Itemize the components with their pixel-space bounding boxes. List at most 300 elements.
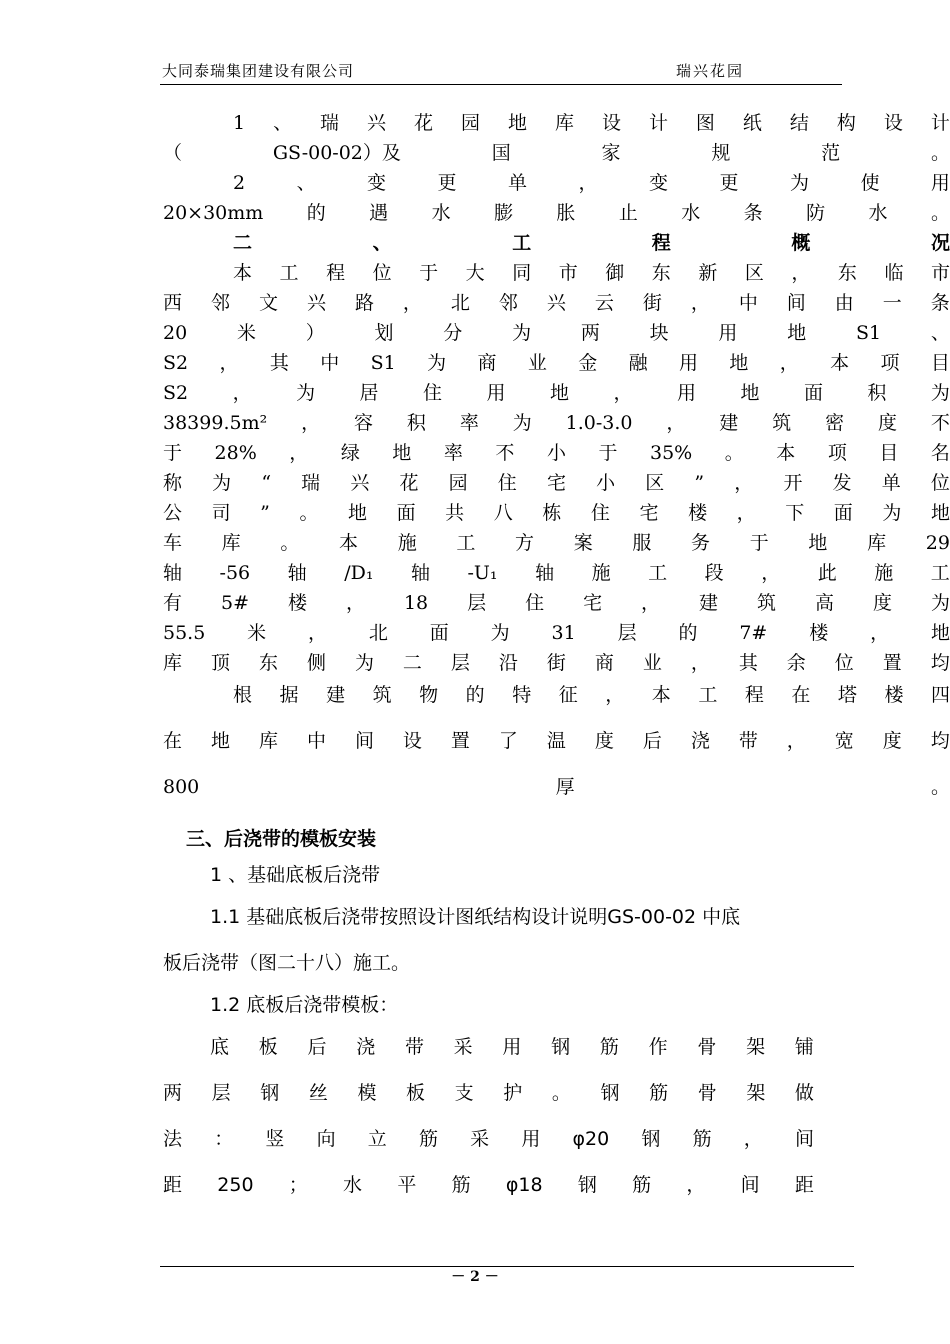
text-token: 的 [306, 202, 326, 224]
text-token: 二 [402, 652, 422, 674]
text-token: 7# [739, 622, 768, 644]
text-token: 顶 [210, 652, 230, 674]
text-token: 钢 [260, 1082, 280, 1104]
text-token: 间 [794, 1128, 814, 1150]
text-token: 同 [512, 262, 532, 284]
text-token: 为 [354, 652, 374, 674]
text-token: 邻 [210, 292, 230, 314]
text-token: 不 [495, 442, 515, 464]
text-token: 库 [554, 112, 574, 134]
text-token: 31 [551, 622, 576, 644]
text-line [163, 348, 950, 378]
text-token: 厚 [555, 776, 575, 798]
text-token: 库 [867, 532, 887, 554]
text-line [163, 618, 950, 648]
text-token: 水 [681, 202, 701, 224]
text-token: 路 [354, 292, 374, 314]
text-token: ， [219, 352, 239, 374]
text-line [163, 1170, 814, 1200]
text-token: 铺 [794, 1036, 814, 1058]
text-token: ； [288, 1174, 308, 1196]
text-token: 宅 [639, 502, 659, 524]
text-line [163, 408, 950, 438]
text-token: 置 [882, 652, 902, 674]
text-token: 兴 [306, 292, 326, 314]
text-token: 、 [273, 112, 293, 134]
text-line [163, 198, 950, 228]
text-token: 四 [930, 684, 950, 706]
text-token: 特 [512, 684, 532, 706]
text-token: φ18 [505, 1174, 543, 1196]
text-token: 为 [212, 472, 232, 494]
text-token: 2 [233, 172, 246, 194]
text-token: 大 [465, 262, 485, 284]
text-token: 中 [320, 352, 340, 374]
text-token: ， [613, 382, 633, 404]
text-token: 间 [354, 730, 374, 752]
text-token: 余 [786, 652, 806, 674]
text-token: 服 [632, 532, 652, 554]
text-token: 模 [357, 1082, 377, 1104]
text-token: ， [308, 622, 328, 644]
text-token: 条 [930, 292, 950, 314]
text-token: 文 [258, 292, 278, 314]
text-token: 止 [618, 202, 638, 224]
text-token: ， [345, 592, 365, 614]
text-token: 方 [515, 532, 535, 554]
text-token: 使 [860, 172, 880, 194]
text-token: 由 [834, 292, 854, 314]
text-token: ， [578, 172, 598, 194]
text-token: 度 [872, 592, 892, 614]
text-token: 区 [645, 472, 665, 494]
text-token: 更 [437, 172, 457, 194]
text-line [233, 168, 950, 198]
text-token: 距 [794, 1174, 814, 1196]
text-token: 务 [691, 532, 711, 554]
text-token: 库 [163, 652, 183, 674]
text-token: -U₁ [467, 562, 498, 584]
text-token: 筋 [451, 1174, 471, 1196]
text-token: ， [641, 592, 661, 614]
text-token: 商 [594, 652, 614, 674]
text-token: ， [743, 1128, 763, 1150]
text-token: 作 [648, 1036, 668, 1058]
text-token: 的 [678, 622, 698, 644]
text-token: 了 [498, 730, 518, 752]
text-token: 花 [399, 472, 419, 494]
text-token: 带 [404, 1036, 424, 1058]
text-token: 地 [210, 730, 230, 752]
text-token: 有 [163, 592, 183, 614]
text-token: 施 [591, 562, 611, 584]
text-token: 兴 [367, 112, 387, 134]
text-token: 计 [648, 112, 668, 134]
text-token: 轴 [535, 562, 555, 584]
text-token: 项 [827, 442, 847, 464]
text-token: 做 [794, 1082, 814, 1104]
text-token: 国 [491, 142, 511, 164]
text-token: 轴 [287, 562, 307, 584]
text-token: 住 [590, 502, 610, 524]
text-line [163, 558, 950, 588]
text-line [163, 648, 950, 678]
text-token: 库 [221, 532, 241, 554]
text-token: 间 [740, 1174, 760, 1196]
text-token: 率 [443, 442, 463, 464]
text-token: 。 [930, 202, 950, 224]
text-line [163, 288, 950, 318]
text-token: 遇 [369, 202, 389, 224]
text-token: 栋 [542, 502, 562, 524]
text-line [163, 438, 950, 468]
text-token: 38399.5m² [163, 412, 268, 434]
text-token: 架 [746, 1036, 766, 1058]
text-token: 水 [431, 202, 451, 224]
text-token: ， [666, 412, 686, 434]
text-token: 云 [594, 292, 614, 314]
text-token: 用 [486, 382, 506, 404]
text-token: 用 [676, 382, 696, 404]
text-token: 住 [497, 472, 517, 494]
text-token: 其 [738, 652, 758, 674]
text-line [163, 1078, 814, 1108]
text-token: 筋 [632, 1174, 652, 1196]
text-token: 度 [594, 730, 614, 752]
text-token: 1.0-3.0 [565, 412, 633, 434]
text-token: 。 [930, 776, 950, 798]
text-token: 宅 [583, 592, 603, 614]
page-header [160, 60, 842, 85]
text-token: 案 [573, 532, 593, 554]
text-token: 建 [719, 412, 739, 434]
text-token: 公 [163, 502, 183, 524]
text-token: 为 [512, 322, 532, 344]
text-token: 。 [280, 532, 300, 554]
text-token: 共 [445, 502, 465, 524]
text-token: 地 [787, 322, 807, 344]
text-token: 为 [490, 622, 510, 644]
text-token: 地 [930, 502, 950, 524]
text-token: ， [761, 562, 781, 584]
text-line [163, 726, 950, 756]
text-token: 建 [326, 684, 346, 706]
text-token: 兴 [546, 292, 566, 314]
text-token: 钢 [600, 1082, 620, 1104]
text-token: 浇 [356, 1036, 376, 1058]
text-token: 侧 [306, 652, 326, 674]
text-token: 钢 [551, 1036, 571, 1058]
text-token: 库 [258, 730, 278, 752]
text-token: 北 [450, 292, 470, 314]
text-token: 本 [233, 262, 253, 284]
text-token: 为 [930, 382, 950, 404]
text-token: 高 [815, 592, 835, 614]
text-token: 层 [617, 622, 637, 644]
text-token: 。 [930, 142, 950, 164]
text-token: 层 [450, 652, 470, 674]
text-token: 街 [642, 292, 662, 314]
text-token: 水 [868, 202, 888, 224]
text-token: 支 [454, 1082, 474, 1104]
text-token: 骨 [697, 1036, 717, 1058]
text-token: 底 [210, 1036, 230, 1058]
text-token: 55.5 [163, 622, 206, 644]
text-token: 为 [882, 502, 902, 524]
text-token: 用 [718, 322, 738, 344]
text-token: 新 [698, 262, 718, 284]
text-token: 于 [163, 442, 183, 464]
text-token: 北 [368, 622, 388, 644]
text-token: 沿 [498, 652, 518, 674]
text-token: 小 [546, 442, 566, 464]
text-line [233, 258, 950, 288]
text-token: 设 [601, 112, 621, 134]
text-token: 不 [930, 412, 950, 434]
text-token: 开 [783, 472, 803, 494]
text-token: 护 [503, 1082, 523, 1104]
text-token: ， [690, 652, 710, 674]
text-token: 居 [359, 382, 379, 404]
text-token: 地 [930, 622, 950, 644]
text-token: 为 [789, 172, 809, 194]
text-token: 容 [354, 412, 374, 434]
paragraph: 1.2 底板后浇带模板： [210, 994, 399, 1016]
text-token: 区 [744, 262, 764, 284]
text-token: ， [870, 622, 890, 644]
text-token: 29 [925, 532, 950, 554]
text-token: 竖 [265, 1128, 285, 1150]
text-token: 宅 [546, 472, 566, 494]
text-token: 于 [749, 532, 769, 554]
text-token: 楼 [688, 502, 708, 524]
text-token: 米 [247, 622, 267, 644]
text-token: 地 [550, 382, 570, 404]
text-token: 防 [806, 202, 826, 224]
text-token: 用 [502, 1036, 522, 1058]
text-line [210, 1032, 814, 1062]
text-token: ， [232, 382, 252, 404]
text-token: 钢 [577, 1174, 597, 1196]
text-token: 分 [443, 322, 463, 344]
text-token: 面 [803, 382, 823, 404]
text-token: 250 [217, 1174, 254, 1196]
text-token: 地 [808, 532, 828, 554]
text-token: S1 [370, 352, 396, 374]
text-token: 根 [233, 684, 253, 706]
text-token: 中 [306, 730, 326, 752]
text-token: 塔 [837, 684, 857, 706]
text-token: ， [736, 502, 756, 524]
text-token: 征 [558, 684, 578, 706]
text-token: 板 [258, 1036, 278, 1058]
text-token: 二 [233, 232, 253, 254]
text-token: 板 [406, 1082, 426, 1104]
text-token: ， [791, 262, 811, 284]
text-token: ， [686, 1174, 706, 1196]
text-token: 块 [649, 322, 669, 344]
text-token: 此 [817, 562, 837, 584]
text-token: 位 [930, 472, 950, 494]
text-token: 为 [512, 412, 532, 434]
text-token: 35% [650, 442, 693, 464]
text-token: φ20 [572, 1128, 610, 1150]
text-token: 小 [596, 472, 616, 494]
text-token: ， [786, 730, 806, 752]
text-token: 、 [296, 172, 316, 194]
text-token: 据 [279, 684, 299, 706]
text-token: S2 [163, 352, 189, 374]
paragraph: 1.1 基础底板后浇带按照设计图纸结构设计说明GS-00-02 中底 [210, 906, 741, 928]
text-token: 用 [521, 1128, 541, 1150]
text-token: 位 [834, 652, 854, 674]
text-token: 为 [427, 352, 447, 374]
text-token: 均 [930, 652, 950, 674]
text-token: 商 [477, 352, 497, 374]
text-token: 宽 [834, 730, 854, 752]
text-token: 采 [470, 1128, 490, 1150]
text-token: 面 [833, 502, 853, 524]
text-token: 名 [930, 442, 950, 464]
text-token: 丝 [308, 1082, 328, 1104]
text-token: 楼 [884, 684, 904, 706]
text-token: 规 [711, 142, 731, 164]
text-token: 住 [423, 382, 443, 404]
text-token: 于 [419, 262, 439, 284]
text-token: 司 [211, 502, 231, 524]
text-token: 东 [837, 262, 857, 284]
text-token: 立 [367, 1128, 387, 1150]
text-token: ， [690, 292, 710, 314]
text-token: 工 [456, 532, 476, 554]
text-token: 发 [832, 472, 852, 494]
text-token: 。 [724, 442, 744, 464]
text-token: ， [779, 352, 799, 374]
text-token: ， [734, 472, 754, 494]
text-token: 项 [880, 352, 900, 374]
text-token: 面 [396, 502, 416, 524]
text-token: 18 [403, 592, 429, 614]
text-token: 条 [743, 202, 763, 224]
text-token: 、 [930, 322, 950, 344]
text-line [163, 318, 950, 348]
text-line [163, 1124, 814, 1154]
text-token: 目 [879, 442, 899, 464]
text-token: 概 [791, 232, 811, 254]
text-token: 程 [651, 232, 671, 254]
text-token: 工 [698, 684, 718, 706]
text-token: 筋 [692, 1128, 712, 1150]
text-token: 。 [299, 502, 319, 524]
text-token: ” [694, 472, 705, 494]
text-token: 度 [882, 730, 902, 752]
text-token: -56 [219, 562, 251, 584]
text-token: ， [402, 292, 422, 314]
paragraph: 1 、基础底板后浇带 [210, 864, 381, 886]
text-token: 住 [525, 592, 545, 614]
text-line [233, 680, 950, 710]
text-token: 市 [930, 262, 950, 284]
text-token: 单 [881, 472, 901, 494]
text-token: 瑞 [301, 472, 321, 494]
text-token: 距 [163, 1174, 183, 1196]
text-token: 两 [580, 322, 600, 344]
text-token: 采 [453, 1036, 473, 1058]
text-token: 家 [601, 142, 621, 164]
text-line [163, 498, 950, 528]
text-token: 工 [930, 562, 950, 584]
text-token: 东 [651, 262, 671, 284]
text-token: 楼 [809, 622, 829, 644]
text-token: 层 [211, 1082, 231, 1104]
text-token: 5# [220, 592, 249, 614]
text-token: 本 [830, 352, 850, 374]
text-token: 业 [642, 652, 662, 674]
text-token: 地 [740, 382, 760, 404]
text-token: 构 [836, 112, 856, 134]
text-token: 街 [546, 652, 566, 674]
text-token: 园 [461, 112, 481, 134]
text-token: 层 [467, 592, 487, 614]
text-token: 骨 [697, 1082, 717, 1104]
text-token: 筋 [418, 1128, 438, 1150]
text-token: ） [305, 322, 325, 344]
text-token: 带 [738, 730, 758, 752]
text-token: 范 [821, 142, 841, 164]
text-token: 物 [419, 684, 439, 706]
text-token: （ [163, 142, 183, 164]
text-token: 单 [508, 172, 528, 194]
text-token: 变 [648, 172, 668, 194]
text-token: ， [605, 684, 625, 706]
text-token: 、 [372, 232, 392, 254]
text-token: 用 [930, 172, 950, 194]
text-token: 向 [316, 1128, 336, 1150]
text-token: 积 [406, 412, 426, 434]
header-project: 瑞兴花园 [676, 62, 745, 80]
text-token: 程 [326, 262, 346, 284]
text-token: 率 [459, 412, 479, 434]
text-token: 米 [236, 322, 256, 344]
section-heading: 三、后浇带的模板安装 [186, 828, 377, 850]
text-token: 金 [578, 352, 598, 374]
text-token: 位 [372, 262, 392, 284]
text-token: 下 [785, 502, 805, 524]
text-token: 轴 [410, 562, 430, 584]
text-token: 施 [397, 532, 417, 554]
text-token: 程 [744, 684, 764, 706]
text-token: 筑 [757, 592, 777, 614]
text-token: 在 [163, 730, 183, 752]
text-token: 兴 [350, 472, 370, 494]
text-token: 工 [512, 232, 532, 254]
text-token: 融 [628, 352, 648, 374]
text-token: 纸 [742, 112, 762, 134]
text-token: 瑞 [320, 112, 340, 134]
text-token: 施 [874, 562, 894, 584]
text-token: 东 [258, 652, 278, 674]
text-token: 市 [558, 262, 578, 284]
text-token: ， [289, 442, 309, 464]
text-line [163, 378, 950, 408]
text-token: 。 [551, 1082, 571, 1104]
text-line [163, 528, 950, 558]
text-token: 法 [163, 1128, 183, 1150]
text-token: 密 [825, 412, 845, 434]
text-token: ” [260, 502, 270, 524]
text-token: 设 [883, 112, 903, 134]
text-token: 面 [429, 622, 449, 644]
